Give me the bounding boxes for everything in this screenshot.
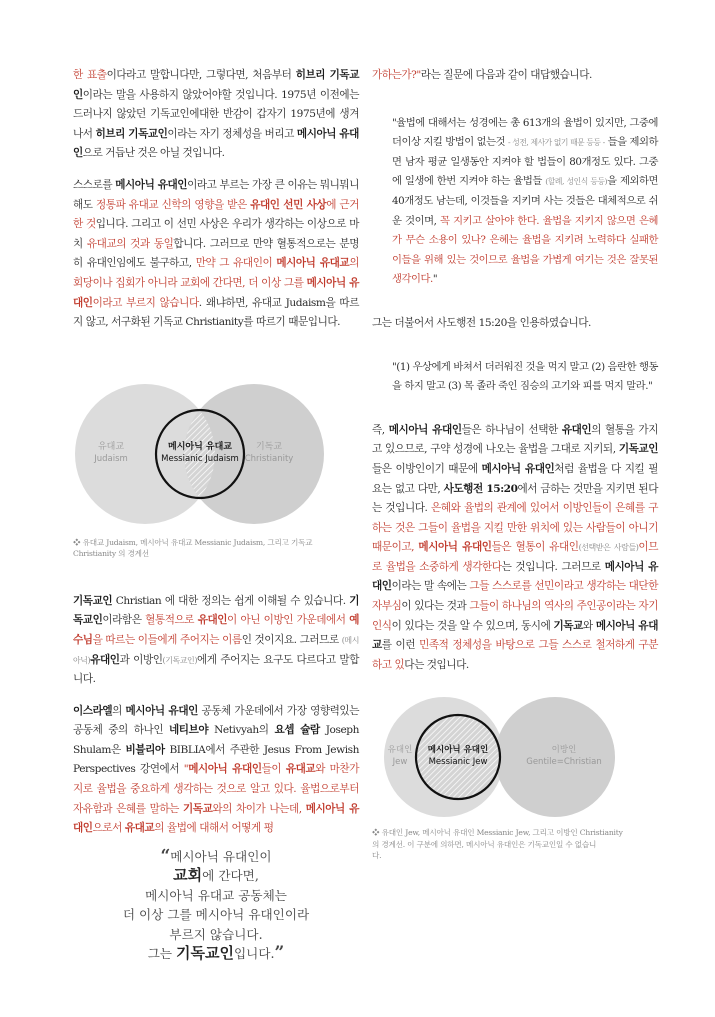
- text-span: 그들이 하나님의 역사의 주인공이라는 자기 인식: [372, 600, 658, 632]
- text-span: 의 율법에 대해서 어떻게 평: [154, 822, 274, 835]
- text-span: 메시아닉 유대인: [73, 127, 359, 160]
- venn-label-gentile-ko: 이방인: [551, 745, 577, 756]
- text-span: 공동체 가운데에서 가장 영향력있는 공동체 중의 하나인: [73, 704, 359, 737]
- text-span: 사도행전 15:20: [443, 482, 518, 495]
- text-span: 들을 제외하면 남자 평균 일생동안 지켜야 할 법들이 80개정도 있다. 그중에 일생에 한번 지켜야 하는 율법들: [392, 136, 658, 188]
- pull-quote-close-mark: ”: [274, 943, 285, 964]
- text-span: 기독교인: [618, 443, 658, 456]
- right-paragraph-2: 그는 더불어서 사도행전 15:20을 인용하였습니다.: [372, 316, 591, 329]
- venn-diagram-judaism: [73, 383, 359, 525]
- text-span: 즉,: [372, 423, 389, 436]
- text-span: 이라고 부르는 가장 큰 이유는 뭐니뭐니해도: [73, 178, 360, 211]
- text-span: 이라는 자기 정체성을 버리고: [167, 127, 297, 140]
- text-span: 라는 질문에 다음과 같이 대답했습니다.: [420, 69, 592, 81]
- venn-label-messianic-judaism-ko: 메시아닉 유대교: [168, 441, 232, 452]
- venn-label-judaism-ko: 유대교: [97, 441, 125, 452]
- right-quote-2: "(1) 우상에게 바쳐서 더러워진 것을 먹지 말고 (2) 음란한 행동을 하지 말고 (3) 목 졸라 죽인 짐승의 고기와 피를 먹지 말라.": [392, 360, 658, 393]
- text-span: 이스라엘: [73, 704, 113, 717]
- text-span: 메시아닉 유대인: [73, 276, 360, 309]
- text-span: 와의 차이가 나는데,: [212, 802, 306, 815]
- pull-quote-line-1: 메시아닉 유대인이: [170, 848, 272, 864]
- text-span: 을 따르는 이들에게 주어지는 이름: [92, 633, 242, 646]
- text-span: 기독교인: [73, 594, 359, 627]
- text-span: 정통파 유대교 신학의 영향을 받은: [96, 198, 251, 211]
- text-span: 에서 금하는 것만을 지키면 된다는 것입니다.: [372, 482, 658, 515]
- text-span: 과 이방인: [119, 653, 163, 666]
- text-span: 스스로를: [73, 178, 116, 191]
- text-span: 다는 것입니다.: [404, 658, 469, 671]
- text-span: 이 아닌 이방인 가운데에서: [227, 614, 350, 627]
- text-span: 이라는 말 속에는: [391, 580, 470, 593]
- text-span: ": [183, 763, 189, 776]
- text-span: 은혜와 율법의 관계에 있어서 이방인들이 은혜를 구하는 것은 그들이 율법을 지킬 만한 위치에 있는 사람들이 아니기 때문이고,: [372, 502, 658, 554]
- pull-quote-open-mark: “: [160, 845, 171, 866]
- text-span: (기독교인): [162, 655, 198, 665]
- text-span: 메시아닉 유대인: [188, 763, 262, 776]
- text-span: 히브리 기독교인: [73, 69, 359, 101]
- text-span: (메시아닉): [73, 635, 359, 665]
- venn-diagram-jew: [372, 697, 658, 817]
- text-span: Joseph Shulam은: [73, 724, 359, 756]
- text-span: 이라고 부르지 않습니다: [92, 296, 199, 309]
- text-span: 을 제외하면 40개정도 남는데, 이것들을 지키며 사는 것들은 대체적으로 쉬운 것이며,: [392, 175, 658, 227]
- text-span: 유대교의 것과 동일: [86, 237, 174, 250]
- text-span: (할례, 성인식 등등): [545, 177, 608, 187]
- text-span: 메시아닉 유대인: [115, 178, 188, 191]
- venn-label-christianity-en: Christianity: [244, 453, 294, 464]
- venn-label-jew-ko: 유대인: [387, 745, 413, 756]
- left-paragraph-4: [73, 702, 359, 839]
- right-column: [372, 66, 658, 862]
- text-span: 가하는가?": [372, 69, 421, 81]
- text-span: 예수님: [73, 614, 359, 646]
- text-span: 이다라고 말합니다만, 그렇다면, 처음부터: [106, 69, 296, 81]
- right-paragraph-1: [372, 66, 658, 86]
- venn-label-jew-en: Jew: [392, 757, 408, 768]
- left-paragraph-2: [73, 176, 359, 333]
- venn-caption-judaism-line1: ❖ 유대교 Judaism, 메시아닉 유대교 Messianic Judaism, 그리고 기독교: [73, 537, 313, 547]
- pull-quote-line-5: 부르지 않습니다.: [169, 926, 263, 942]
- venn-caption-jew-line3: 다.: [372, 851, 382, 861]
- text-span: - 성전, 제사가 없기 때문 등등 -: [507, 138, 605, 148]
- venn-caption-jew-line2: 의 경계선. 이 구분에 의하면, 메시아닉 유대인은 기독교인일 수 없습니: [372, 839, 597, 849]
- text-span: 유대인 선민 사상: [250, 198, 327, 211]
- text-span: 이 있다는 것과: [401, 600, 470, 613]
- text-span: 에게 주어지는 요구도 다르다고 말합니다.: [73, 653, 359, 686]
- text-span: 유대인: [561, 423, 592, 436]
- text-span: 에 근거한 것: [73, 198, 359, 231]
- text-span: 메시아닉 유대인: [372, 560, 659, 593]
- text-span: 합니다. 그러므로 만약 혈통적으로는 분명히 유대인임에도 불구하고,: [73, 237, 359, 270]
- venn-caption-jew: [372, 827, 658, 862]
- text-span: 이라는 말을 사용하지 않았어야할 것입니다. 1975년 이전에는 드러나지 않았던 기독교인에대한 반감이 갑자기 1975년에 생겨나서: [73, 88, 359, 140]
- venn-label-messianic-judaism-en: Messianic Judaism: [161, 453, 239, 464]
- venn-caption-judaism-line2: Christianity 의 경계선: [73, 549, 149, 559]
- text-span: 의: [112, 704, 126, 717]
- venn-label-messianic-jew-ko: 메시아닉 유대인: [427, 745, 489, 756]
- text-span: 와 마찬가지로 율법을 중요하게 생각하는 것으로 알고 있다. 율법으로부터 자유함과 은혜를 말하는: [73, 763, 359, 815]
- text-span: 메시아닉 유대인: [481, 462, 555, 475]
- text-span: 유대교: [124, 822, 155, 835]
- text-span: 유대인: [197, 614, 228, 627]
- venn-caption-jew-line1: ❖ 유대인 Jew, 메시아닉 유대인 Messianic Jew, 그리고 이방인 Christianity: [372, 828, 623, 838]
- text-span: 만약 그 유대인이: [195, 257, 277, 270]
- text-span: 의 회당이나 집회가 아니라 교회에 간다면, 더 이상 그를: [73, 257, 359, 289]
- pull-quote-line-6: 입니다.: [234, 946, 275, 962]
- right-quote-1: [392, 114, 658, 290]
- text-span: 기독교: [183, 802, 213, 815]
- pull-quote: [73, 847, 359, 964]
- right-paragraph-3: [372, 421, 658, 676]
- text-span: "율법에 대해서는 성경에는 총 613개의 율법이 있지만, 그중에 더이상 지킬 방법이 없는것: [392, 116, 658, 149]
- text-span: 메시아닉 유대교: [276, 257, 350, 270]
- venn-label-messianic-jew-en: Messianic Jew: [428, 757, 488, 768]
- text-span: 그들 스스로를 선민이라고 생각하는 대단한 자부심: [372, 580, 658, 613]
- text-span: 메시아닉 유대인: [388, 423, 462, 436]
- text-span: 이 있다는 것을 알 수 있으며, 동시에: [391, 619, 554, 632]
- text-span: 를 이런: [381, 639, 420, 652]
- text-span: BIBLIA에서 주관한 Jesus From Jewish Perspectives 강연에서: [73, 743, 359, 776]
- text-span: 민족적 정체성을 바탕으로 그들 스스로 철저하게 구분하고 있: [372, 639, 659, 671]
- text-span: 유대인: [90, 653, 120, 666]
- text-span: 메시아닉 유대인: [125, 704, 198, 717]
- text-span: 기독교인: [73, 594, 113, 607]
- text-span: 이므로 율법을 소중하게 생각한다: [372, 541, 658, 573]
- text-span: 유대교: [285, 763, 316, 776]
- pull-quote-emphasis-christian: 기독교인: [176, 944, 235, 963]
- pull-quote-line-2: 에 간다면,: [202, 868, 259, 884]
- text-span: 으로서: [92, 822, 125, 835]
- text-span: (선택받은 사람들): [578, 543, 639, 553]
- text-span: Netivyah의: [208, 724, 275, 737]
- text-span: 는 것입니다. 그러므로: [501, 560, 605, 573]
- text-span: Christian 에 대한 정의는 쉽게 이해될 수 있습니다.: [112, 594, 350, 607]
- text-span: . 왜냐하면, 유대교 Judaism을 따르지 않고, 서구화된 기독교 Christianity를 따르기 때문입니다.: [73, 296, 360, 329]
- pull-quote-line-6-pre: 그는: [147, 946, 177, 962]
- text-span: ": [432, 273, 438, 286]
- text-span: 들은 혈통이 유대인: [491, 541, 579, 554]
- text-span: 들은 이방인이기 때문에: [372, 462, 482, 475]
- text-span: 요셉 슐람: [274, 724, 320, 737]
- text-span: 메시아닉 유대인: [73, 802, 359, 835]
- text-span: 인 것이지요. 그러므로: [241, 633, 342, 646]
- venn-caption-judaism: [73, 537, 359, 560]
- left-column: [73, 66, 359, 964]
- venn-jew-svg: [372, 697, 658, 817]
- text-span: 들은 하나님이 선택한: [461, 423, 562, 436]
- text-span: 이라함은: [102, 614, 146, 627]
- text-span: 혈통적으로: [145, 614, 198, 627]
- left-paragraph-1: [73, 66, 359, 164]
- text-span: 으로 거듭난 것은 아닐 것입니다.: [82, 147, 225, 160]
- venn-judaism-svg: [73, 383, 359, 525]
- venn-label-judaism-en: Judaism: [94, 453, 128, 464]
- text-span: 기독교: [553, 619, 583, 632]
- text-span: 의 혈통을 가지고 있으므로, 구약 성경에 나오는 율법을 그대로 지키되,: [372, 423, 658, 456]
- text-span: 꼭 지키고 살아야 한다. 율법을 지키지 않으면 은혜가 무슨 소용이 있나? 은혜는 율법을 지키려 노력하다 실패한 이들을 위해 있는 것이므로 율법을 가볍게 여기는 것은 잘못된 생각이다.: [392, 214, 658, 286]
- left-paragraph-3: [73, 592, 359, 690]
- text-span: 한 표출: [73, 69, 107, 81]
- venn-label-christianity-ko: 기독교: [255, 441, 283, 452]
- pull-quote-line-3: 메시아닉 유대교 공동체는: [145, 887, 287, 903]
- pull-quote-emphasis-church: 교회: [173, 866, 203, 885]
- pull-quote-line-4: 더 이상 그를 메시아닉 유대인이라: [122, 907, 310, 923]
- text-span: 입니다. 그리고 이 선민 사상은 우리가 생각하는 이상으로 마치: [73, 218, 359, 250]
- venn-label-gentile-en: Gentile=Christian: [526, 757, 602, 768]
- text-span: 비블리아: [125, 743, 165, 756]
- text-span: 메시아닉 유대인: [418, 541, 492, 554]
- text-span: 히브리 기독교인: [95, 127, 168, 140]
- text-span: 처럼 율법을 다 지킬 필요는 없고 다만,: [372, 462, 658, 495]
- text-span: 와: [582, 619, 596, 632]
- text-span: 네티브야: [169, 724, 209, 737]
- text-span: 들이: [261, 763, 286, 776]
- text-span: 메시아닉 유대교: [372, 619, 658, 652]
